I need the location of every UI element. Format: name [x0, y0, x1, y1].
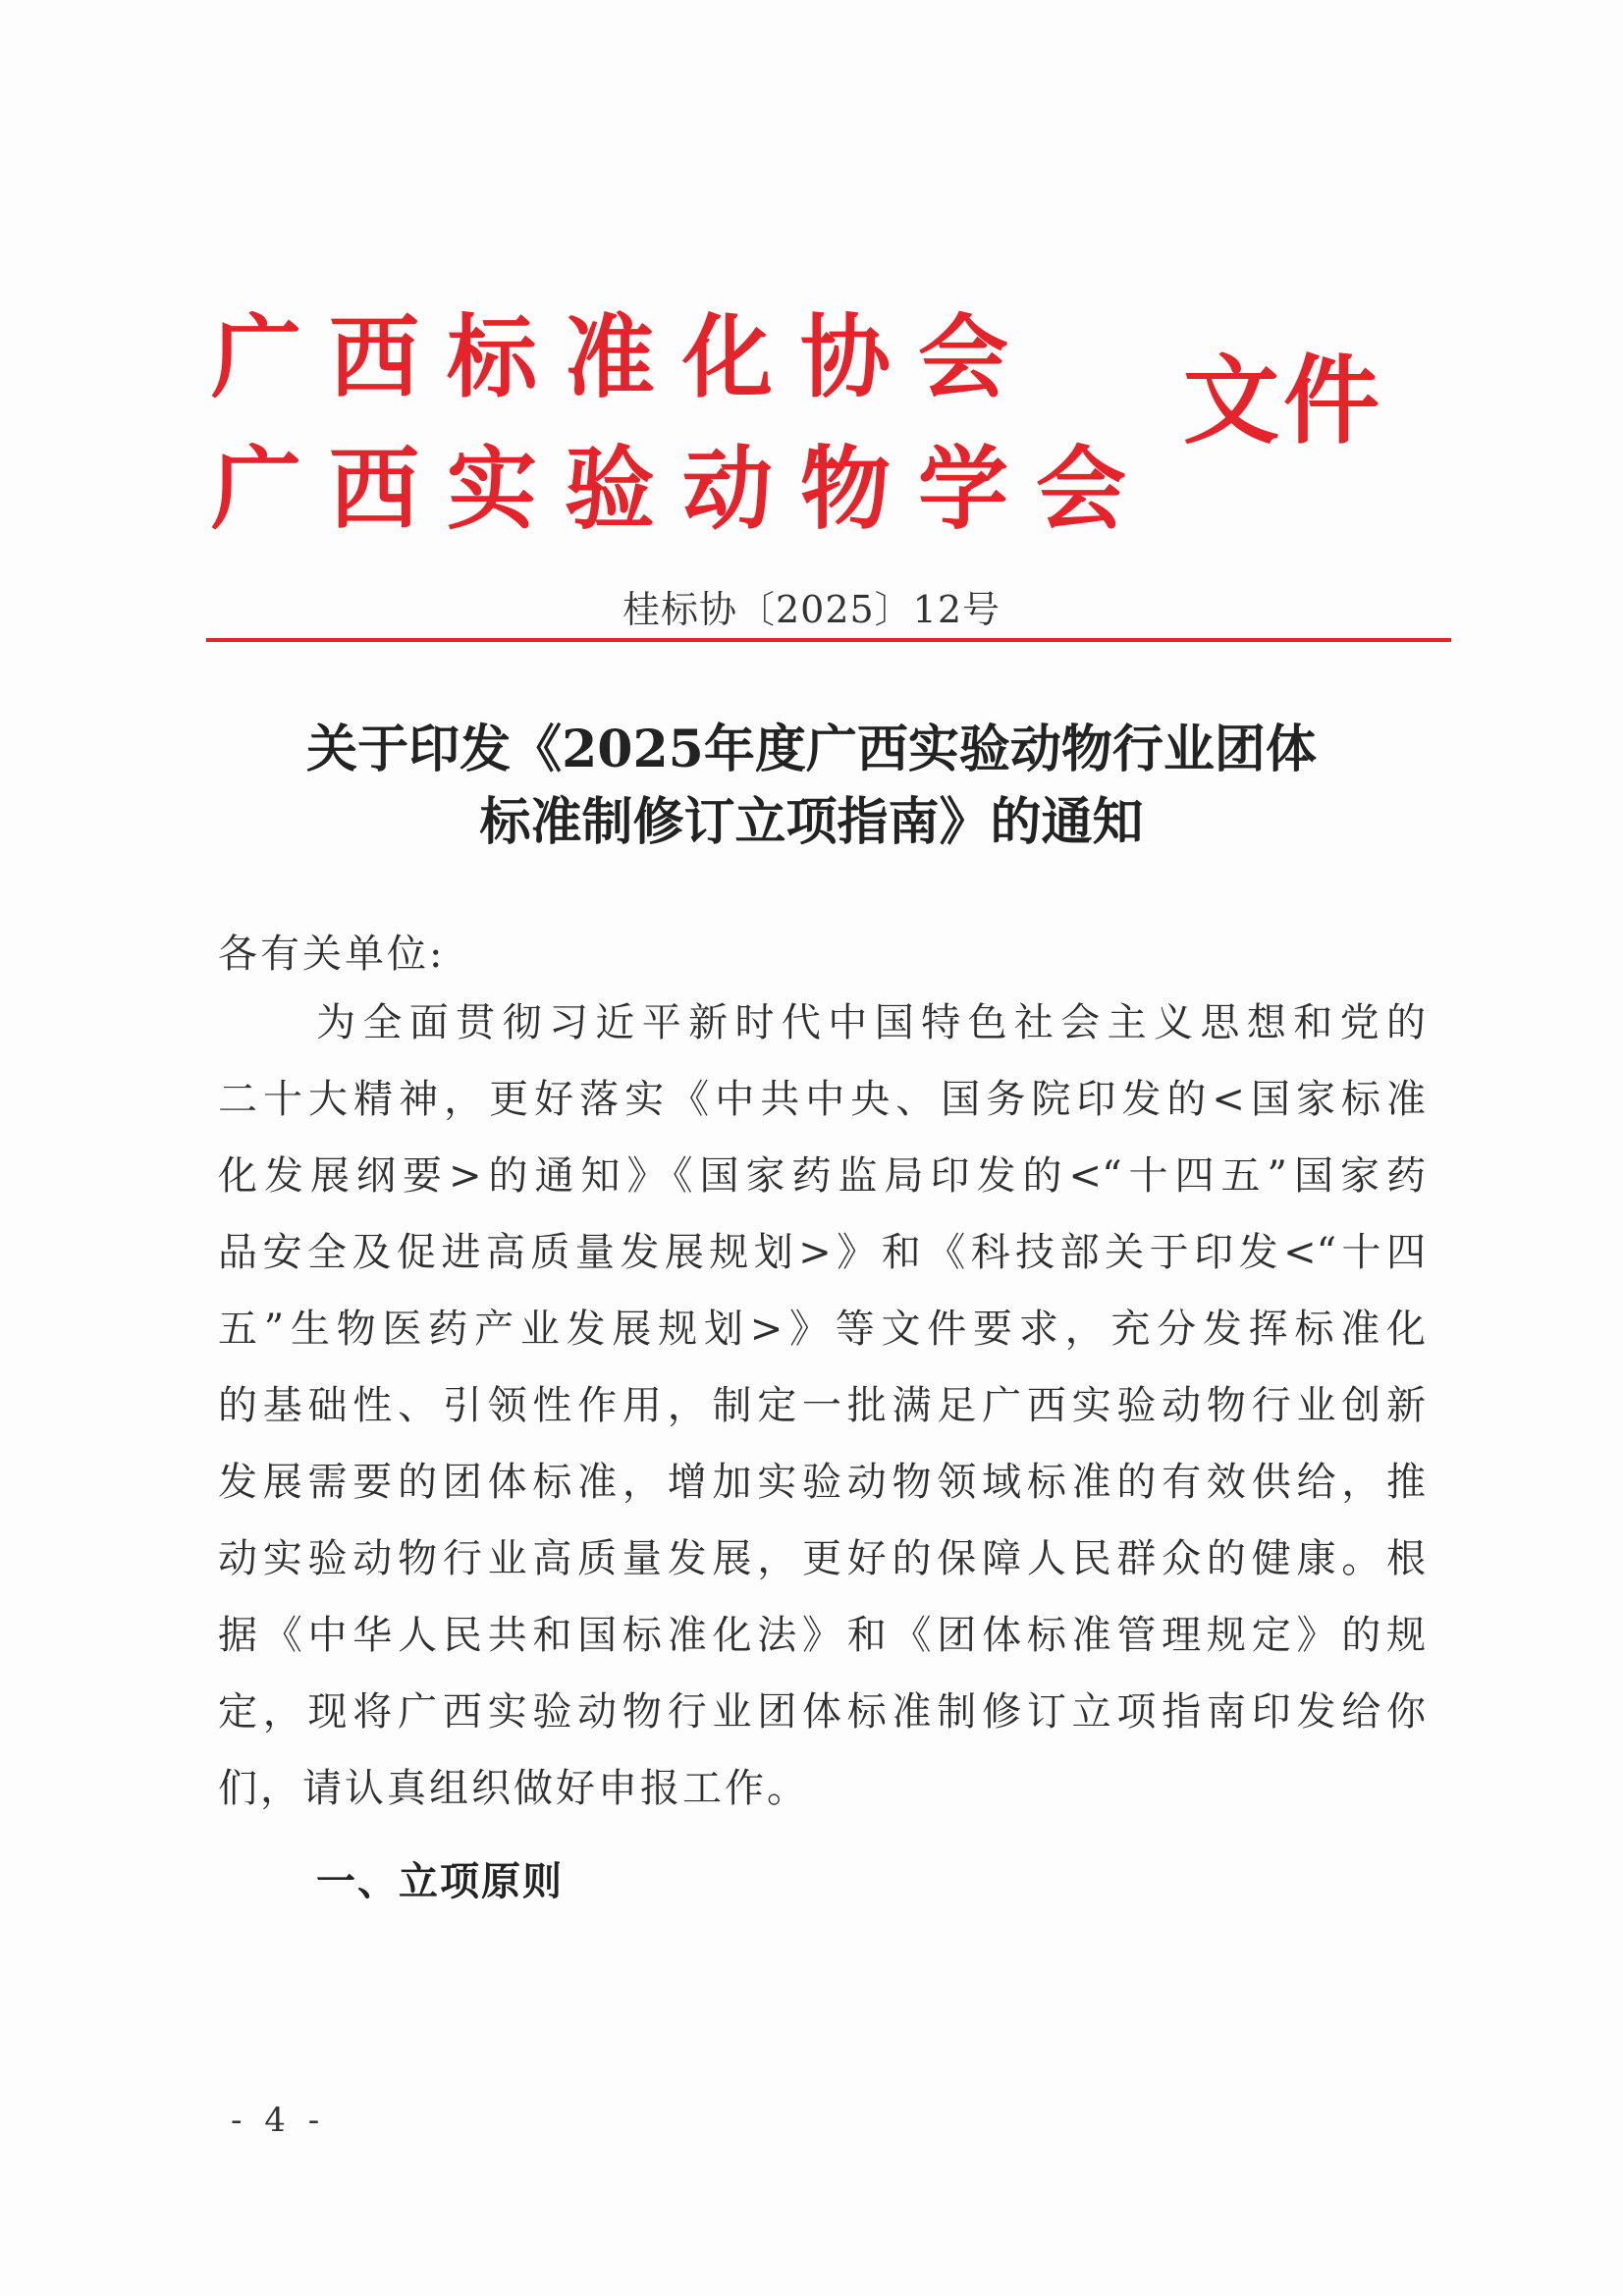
document-title-line-2: 标准制修订立项指南》的通知: [479, 792, 1144, 852]
body-line: 定，现将广西实验动物行业团体标准制修订立项指南印发给你: [218, 1689, 1426, 1735]
body-line: 为全面贯彻习近平新时代中国特色社会主义思想和党的: [316, 1000, 1426, 1045]
issuer-name-1: 广西标准化协会: [211, 304, 1037, 410]
body-line: 品安全及促进高质量发展规划>》和《科技部关于印发<“十四: [218, 1230, 1426, 1275]
body-line: 据《中华人民共和国标准化法》和《团体标准管理规定》的规: [218, 1613, 1426, 1658]
body-line: 发展需要的团体标准，增加实验动物领域标准的有效供给，推: [218, 1460, 1426, 1505]
document-title-line-1: 关于印发《2025年度广西实验动物行业团体: [306, 720, 1317, 779]
document-number: 桂标协〔2025〕12号: [622, 588, 1001, 631]
salutation: 各有关单位:: [218, 932, 446, 977]
body-line: 二十大精神，更好落实《中共中央、国务院印发的<国家标准: [218, 1077, 1426, 1122]
page-number: - 4 -: [231, 2101, 326, 2140]
body-line: 五”生物医药产业发展规划>》等文件要求，充分发挥标准化: [218, 1307, 1426, 1352]
body-line: 们，请认真组织做好申报工作。: [218, 1766, 809, 1811]
document-suffix: 文件: [1183, 345, 1384, 457]
body-line: 动实验动物行业高质量发展，更好的保障人民群众的健康。根: [218, 1536, 1426, 1581]
body-line: 化发展纲要>的通知》《国家药监局印发的<“十四五”国家药: [218, 1153, 1426, 1199]
issuer-name-2: 广西实验动物学会: [211, 436, 1155, 542]
header-divider: [206, 638, 1451, 642]
section-heading: 一、立项原则: [316, 1859, 564, 1904]
body-line: 的基础性、引领性作用，制定一批满足广西实验动物行业创新: [218, 1383, 1426, 1428]
